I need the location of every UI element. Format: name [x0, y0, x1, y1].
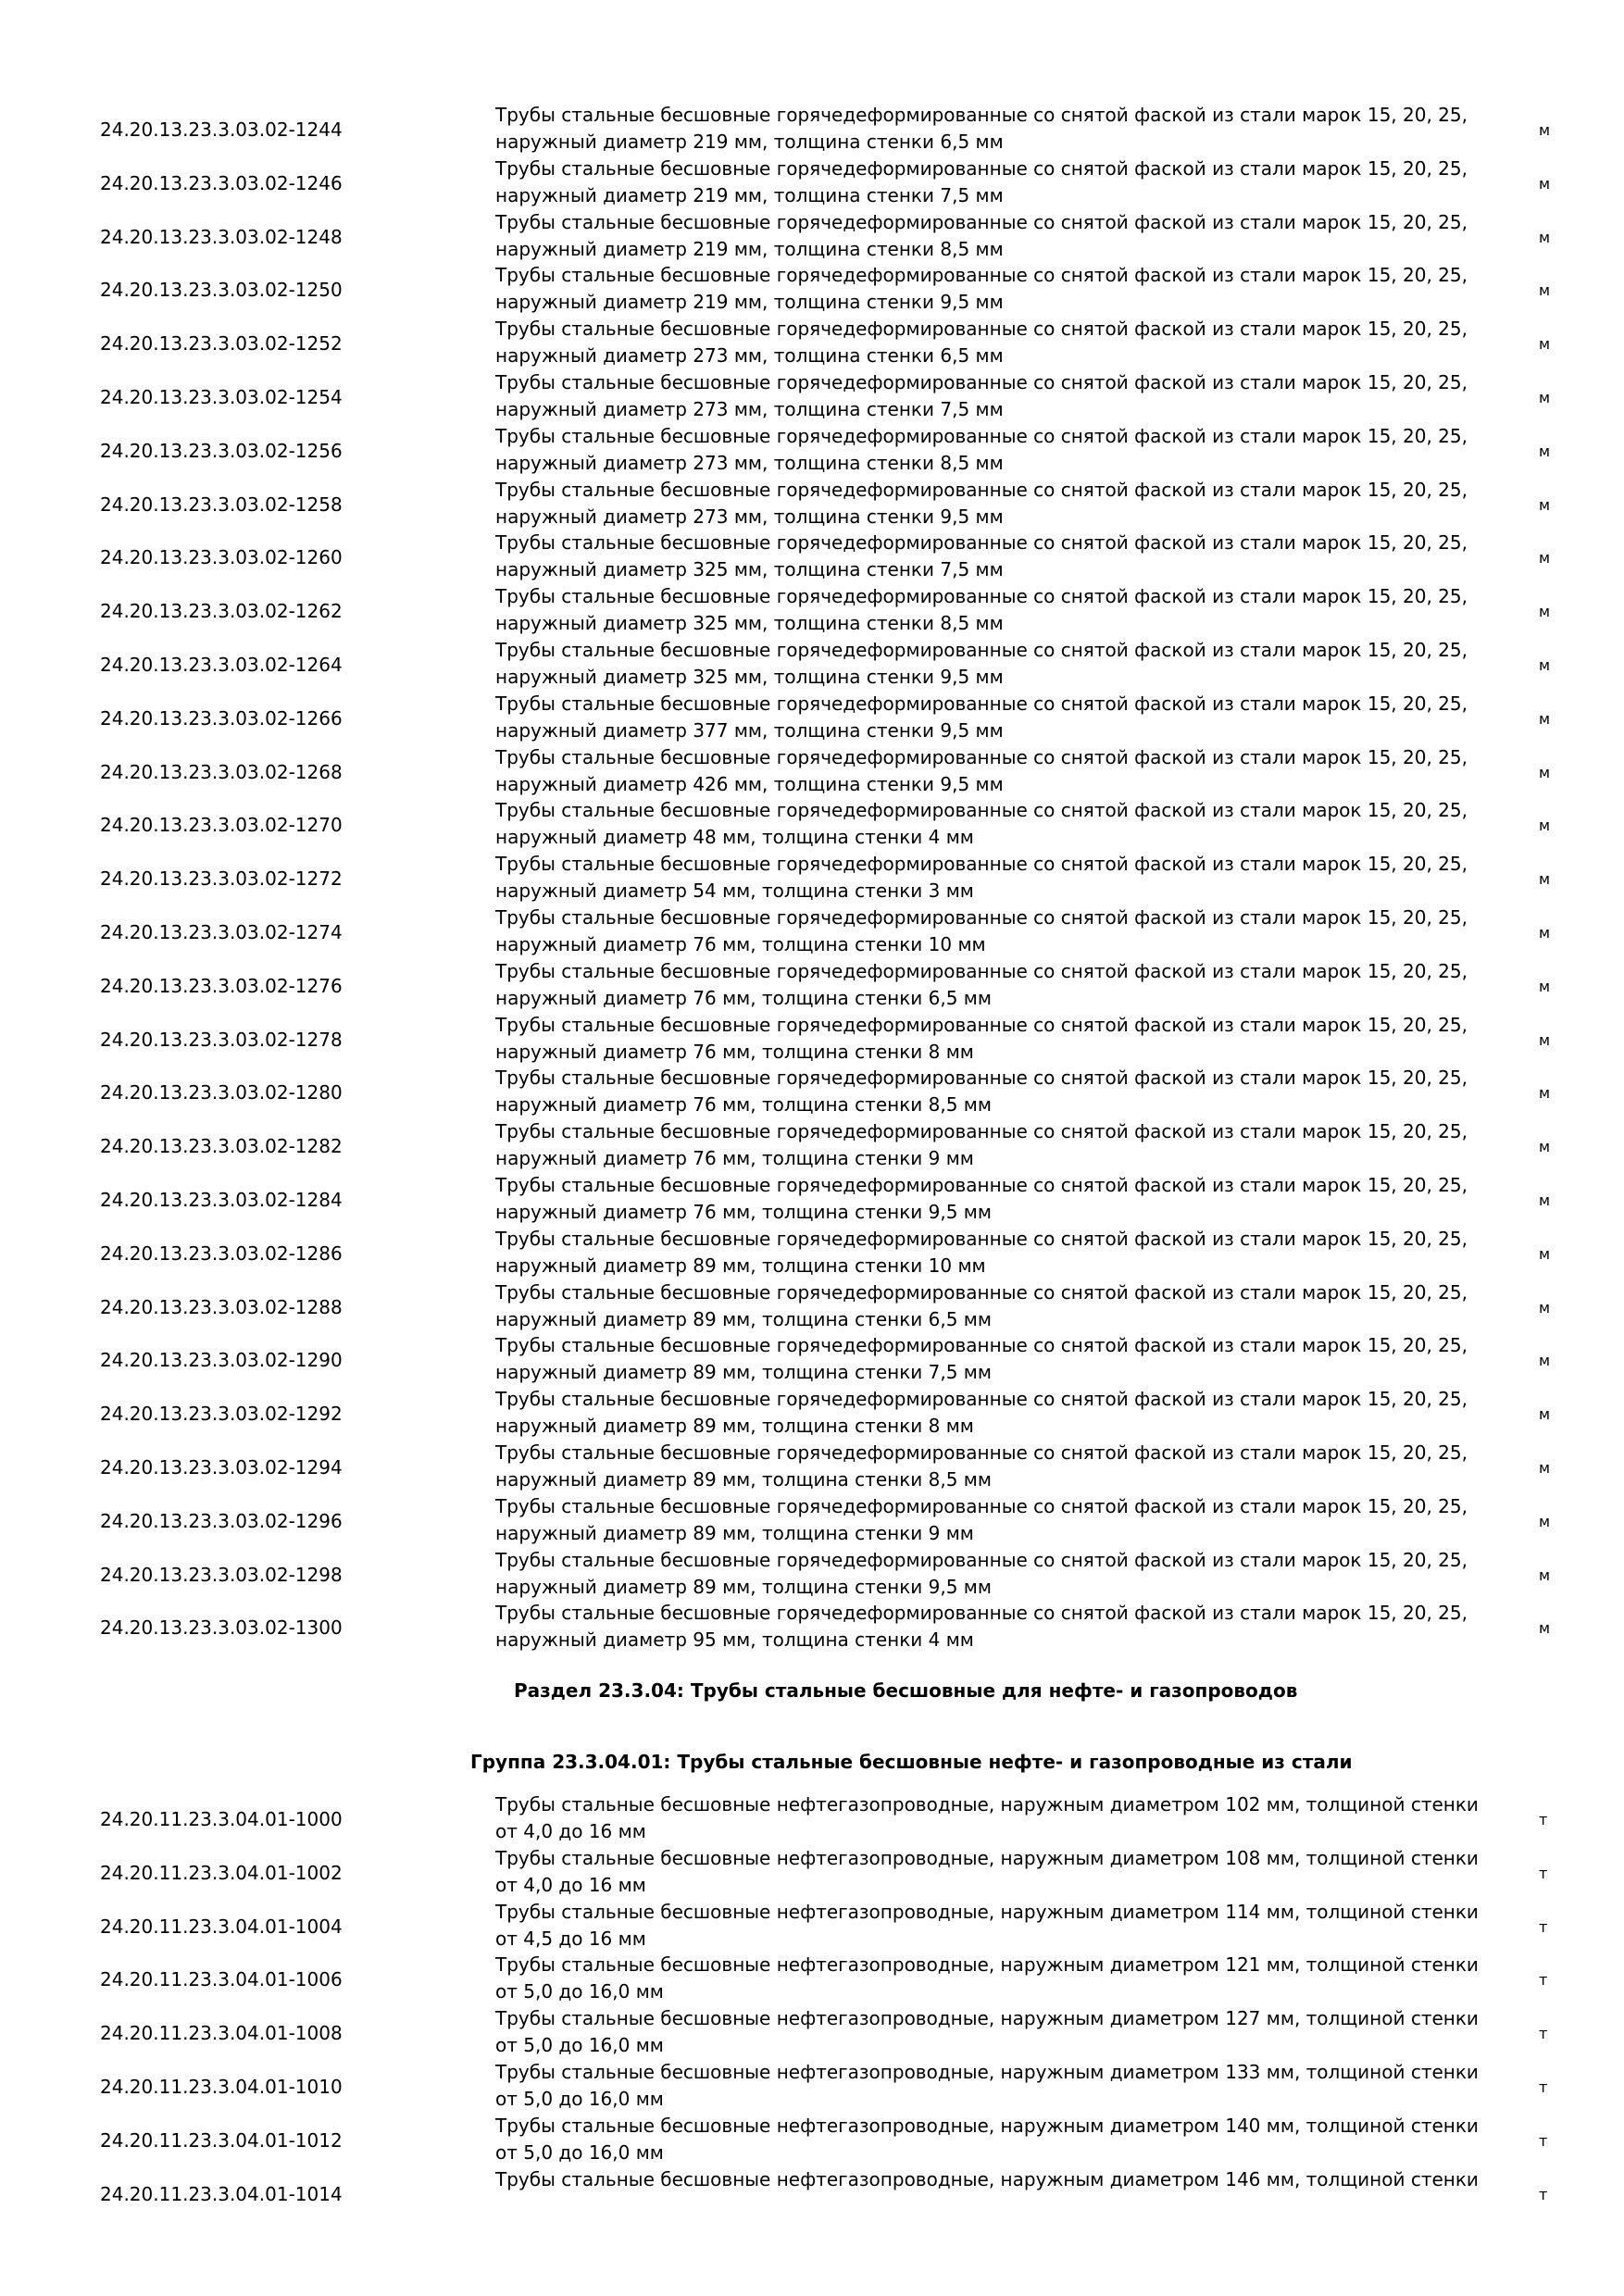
resource-code: 24.20.11.23.3.04.01-1014: [100, 2182, 343, 2205]
resource-description: [495, 1845, 1479, 1899]
description-line-2: от 5,0 до 16,0 мм: [495, 2034, 664, 2057]
table-row: [0, 1440, 1624, 1493]
description-line-1: Трубы стальные бесшовные горячедеформированные со снятой фаской из стали марок 15, 20, 25,: [495, 264, 1468, 287]
resource-description: [495, 262, 1468, 316]
resource-code: 24.20.13.23.3.03.02-1298: [100, 1563, 343, 1586]
resource-code: 24.20.13.23.3.03.02-1266: [100, 706, 343, 730]
description-line-2: наружный диаметр 273 мм, толщина стенки 6,5 мм: [495, 344, 1004, 368]
unit-of-measure: м: [1539, 1352, 1551, 1370]
description-line-2: наружный диаметр 219 мм, толщина стенки 7,5 мм: [495, 183, 1004, 206]
unit-of-measure: т: [1539, 2185, 1548, 2203]
unit-of-measure: м: [1539, 1030, 1551, 1049]
description-line-2: наружный диаметр 89 мм, толщина стенки 8 мм: [495, 1415, 974, 1438]
resource-code: 24.20.13.23.3.03.02-1276: [100, 974, 343, 997]
table-row: [0, 905, 1624, 958]
description-line-1: Трубы стальные бесшовные горячедеформированные со снятой фаской из стали марок 15, 20, 25,: [495, 1494, 1468, 1517]
table-row: [0, 797, 1624, 851]
description-line-2: наружный диаметр 89 мм, толщина стенки 7,5 мм: [495, 1361, 992, 1384]
description-line-1: Трубы стальные бесшовные горячедеформированные со снятой фаской из стали марок 15, 20, 25,: [495, 104, 1468, 126]
table-row: [0, 156, 1624, 209]
description-line-1: Трубы стальные бесшовные горячедеформированные со снятой фаской из стали марок 15, 20, 25,: [495, 1227, 1468, 1250]
description-line-2: наружный диаметр 325 мм, толщина стенки 7,5 мм: [495, 558, 1004, 581]
resource-code: 24.20.13.23.3.03.02-1280: [100, 1081, 343, 1104]
resource-description: [495, 477, 1468, 530]
table-row: [0, 1226, 1624, 1279]
table-row: [0, 744, 1624, 798]
description-line-2: наружный диаметр 89 мм, толщина стенки 10 мм: [495, 1254, 986, 1277]
unit-of-measure: т: [1539, 2025, 1548, 2043]
description-line-1: Трубы стальные бесшовные горячедеформированные со снятой фаской из стали марок 15, 20, 25,: [495, 906, 1468, 929]
resource-code: 24.20.13.23.3.03.02-1252: [100, 332, 343, 356]
resource-code: 24.20.13.23.3.03.02-1286: [100, 1242, 343, 1265]
resource-description: [495, 1226, 1468, 1279]
description-line-2: от 4,0 до 16 мм: [495, 1820, 646, 1842]
table-row: [0, 2059, 1624, 2113]
table-row: [0, 2113, 1624, 2166]
description-line-1: Трубы стальные бесшовные горячедеформированные со снятой фаской из стали марок 15, 20, 25,: [495, 1067, 1468, 1090]
unit-of-measure: м: [1539, 1619, 1551, 1638]
group-number: Группа 23.3.04.01:: [470, 1751, 671, 1773]
description-line-1: Трубы стальные бесшовные горячедеформированные со снятой фаской из стали марок 15, 20, 25,: [495, 478, 1468, 501]
description-line-1: Трубы стальные бесшовные горячедеформированные со снятой фаской из стали марок 15, 20, 25,: [495, 1280, 1468, 1304]
table-row: [0, 1547, 1624, 1601]
resource-code: 24.20.13.23.3.03.02-1254: [100, 386, 343, 408]
description-line-2: от 4,0 до 16 мм: [495, 1873, 646, 1896]
resource-description: [495, 1899, 1479, 1953]
unit-of-measure: м: [1539, 1512, 1551, 1530]
description-line-1: Трубы стальные бесшовные нефтегазопроводные, наружным диаметром 146 мм, толщиной стенки: [495, 2167, 1479, 2190]
unit-of-measure: м: [1539, 335, 1551, 354]
table-row: [0, 691, 1624, 744]
description-line-2: наружный диаметр 89 мм, толщина стенки 9 мм: [495, 1521, 974, 1544]
resource-code: 24.20.13.23.3.03.02-1288: [100, 1295, 343, 1318]
resource-description: [495, 851, 1468, 905]
resource-description: [495, 209, 1468, 263]
unit-of-measure: м: [1539, 1138, 1551, 1156]
resource-code: 24.20.11.23.3.04.01-1000: [100, 1808, 343, 1830]
unit-of-measure: т: [1539, 2131, 1548, 2150]
table-row: [0, 1899, 1624, 1953]
table-row: [0, 1952, 1624, 2005]
table-row: [0, 530, 1624, 583]
description-line-2: от 4,5 до 16 мм: [495, 1927, 646, 1950]
description-line-1: Трубы стальные бесшовные горячедеформированные со снятой фаской из стали марок 15, 20, 25,: [495, 1334, 1468, 1357]
resource-description: [495, 2005, 1479, 2059]
unit-of-measure: м: [1539, 442, 1551, 460]
description-line-1: Трубы стальные бесшовные горячедеформированные со снятой фаской из стали марок 15, 20, 25,: [495, 853, 1468, 876]
description-line-1: Трубы стальные бесшовные горячедеформированные со снятой фаской из стали марок 15, 20, 25,: [495, 1602, 1468, 1625]
unit-of-measure: м: [1539, 1405, 1551, 1424]
description-line-2: наружный диаметр 89 мм, толщина стенки 8,5 мм: [495, 1468, 992, 1491]
resource-description: [495, 1386, 1468, 1440]
table-row: [0, 1493, 1624, 1547]
resource-description: [495, 156, 1468, 209]
description-line-2: наружный диаметр 89 мм, толщина стенки 9,5 мм: [495, 1575, 992, 1598]
resource-description: [495, 316, 1468, 369]
resource-description: [495, 1172, 1468, 1226]
unit-of-measure: м: [1539, 656, 1551, 674]
description-line-1: Трубы стальные бесшовные горячедеформированные со снятой фаской из стали марок 15, 20, 25,: [495, 745, 1468, 768]
description-line-2: наружный диаметр 273 мм, толщина стенки 9,5 мм: [495, 505, 1004, 528]
resource-description: [495, 2059, 1479, 2113]
description-line-1: Трубы стальные бесшовные горячедеформированные со снятой фаской из стали марок 15, 20, 25,: [495, 1120, 1468, 1143]
group-title: Трубы стальные бесшовные нефте- и газопроводные из стали: [677, 1751, 1353, 1773]
resource-code: 24.20.11.23.3.04.01-1004: [100, 1915, 343, 1938]
description-line-1: Трубы стальные бесшовные нефтегазопроводные, наружным диаметром 121 мм, толщиной стенки: [495, 1953, 1479, 1977]
resource-description: [495, 691, 1468, 744]
description-line-1: Трубы стальные бесшовные горячедеформированные со снятой фаской из стали марок 15, 20, 25,: [495, 692, 1468, 715]
table-row: [0, 851, 1624, 905]
resource-description: [495, 905, 1468, 958]
resource-description: [495, 1440, 1468, 1493]
resource-code: 24.20.13.23.3.03.02-1290: [100, 1349, 343, 1372]
resource-code: 24.20.13.23.3.03.02-1278: [100, 1028, 343, 1051]
unit-of-measure: м: [1539, 121, 1551, 139]
resource-code: 24.20.11.23.3.04.01-1012: [100, 2128, 343, 2152]
resource-code: 24.20.13.23.3.03.02-1282: [100, 1135, 343, 1158]
resource-description: [495, 1279, 1468, 1333]
resource-code: 24.20.13.23.3.03.02-1296: [100, 1509, 343, 1532]
description-line-1: Трубы стальные бесшовные горячедеформированные со снятой фаской из стали марок 15, 20, 25,: [495, 531, 1468, 555]
resource-description: [495, 1493, 1468, 1547]
description-line-2: наружный диаметр 48 мм, толщина стенки 4 мм: [495, 826, 974, 849]
unit-of-measure: м: [1539, 549, 1551, 568]
resource-code: 24.20.13.23.3.03.02-1300: [100, 1616, 343, 1640]
resource-code: 24.20.13.23.3.03.02-1270: [100, 814, 343, 837]
resource-description: [495, 1952, 1479, 2005]
resource-code: 24.20.13.23.3.03.02-1260: [100, 546, 343, 569]
unit-of-measure: м: [1539, 763, 1551, 781]
resource-description: [495, 1547, 1468, 1601]
resource-description: [495, 797, 1468, 851]
table-row: [0, 637, 1624, 691]
resource-code: 24.20.11.23.3.04.01-1010: [100, 2076, 343, 2098]
table-row: [0, 1386, 1624, 1440]
table-row: [0, 316, 1624, 369]
description-line-1: Трубы стальные бесшовные горячедеформированные со снятой фаской из стали марок 15, 20, 25,: [495, 1548, 1468, 1571]
unit-of-measure: м: [1539, 389, 1551, 406]
description-line-2: наружный диаметр 426 мм, толщина стенки 9,5 мм: [495, 772, 1004, 795]
table-row: [0, 1172, 1624, 1226]
resource-code: 24.20.11.23.3.04.01-1006: [100, 1968, 343, 1991]
description-line-2: от 5,0 до 16,0 мм: [495, 1980, 664, 2003]
resource-code: 24.20.13.23.3.03.02-1250: [100, 279, 343, 302]
unit-of-measure: м: [1539, 281, 1551, 300]
description-line-2: наружный диаметр 273 мм, толщина стенки 8,5 мм: [495, 451, 1004, 474]
unit-of-measure: м: [1539, 495, 1551, 514]
unit-of-measure: м: [1539, 1192, 1551, 1209]
resource-code: 24.20.13.23.3.03.02-1294: [100, 1456, 343, 1479]
description-line-1: Трубы стальные бесшовные горячедеформированные со снятой фаской из стали марок 15, 20, 25,: [495, 371, 1468, 393]
unit-of-measure: м: [1539, 924, 1551, 942]
resource-description: [495, 1012, 1468, 1066]
unit-of-measure: м: [1539, 174, 1551, 193]
description-line-2: наружный диаметр 76 мм, толщина стенки 10 мм: [495, 933, 986, 955]
unit-of-measure: м: [1539, 603, 1551, 621]
unit-of-measure: т: [1539, 2078, 1548, 2096]
description-line-1: Трубы стальные бесшовные горячедеформированные со снятой фаской из стали марок 15, 20, 25,: [495, 1013, 1468, 1036]
table-row: [0, 1118, 1624, 1172]
description-line-2: наружный диаметр 54 мм, толщина стенки 3 мм: [495, 880, 974, 903]
resource-description: [495, 637, 1468, 691]
unit-of-measure: м: [1539, 1244, 1551, 1263]
description-line-1: Трубы стальные бесшовные горячедеформированные со снятой фаской из стали марок 15, 20, 25,: [495, 1441, 1468, 1464]
description-line-1: Трубы стальные бесшовные горячедеформированные со снятой фаской из стали марок 15, 20, 25,: [495, 1388, 1468, 1411]
description-line-1: Трубы стальные бесшовные горячедеформированные со снятой фаской из стали марок 15, 20, 25,: [495, 318, 1468, 341]
unit-of-measure: м: [1539, 817, 1551, 835]
table-row: [0, 1845, 1624, 1899]
unit-of-measure: м: [1539, 1459, 1551, 1477]
description-line-2: наружный диаметр 95 мм, толщина стенки 4 мм: [495, 1628, 974, 1652]
table-row: [0, 1012, 1624, 1066]
description-line-1: Трубы стальные бесшовные горячедеформированные со снятой фаской из стали марок 15, 20, 25,: [495, 639, 1468, 661]
description-line-1: Трубы стальные бесшовные горячедеформированные со снятой фаской из стали марок 15, 20, 25,: [495, 156, 1468, 180]
description-line-2: от 5,0 до 16,0 мм: [495, 2140, 664, 2164]
section-number: Раздел 23.3.04:: [514, 1679, 684, 1702]
table-row: [0, 1065, 1624, 1118]
table-row: [0, 1279, 1624, 1333]
resource-description: [495, 1791, 1479, 1845]
description-line-2: наружный диаметр 89 мм, толщина стенки 6,5 мм: [495, 1307, 992, 1330]
table-row: [0, 209, 1624, 263]
description-line-1: Трубы стальные бесшовные горячедеформированные со снятой фаской из стали марок 15, 20, 25,: [495, 799, 1468, 822]
section-title: Трубы стальные бесшовные для нефте- и газопроводов: [690, 1679, 1298, 1702]
resource-description: [495, 583, 1468, 637]
description-line-2: наружный диаметр 76 мм, толщина стенки 6,5 мм: [495, 986, 992, 1009]
unit-of-measure: м: [1539, 228, 1551, 246]
unit-of-measure: м: [1539, 709, 1551, 728]
resource-description: [495, 369, 1468, 423]
resource-description: [495, 2166, 1479, 2193]
resource-description: [495, 102, 1468, 156]
resource-description: [495, 958, 1468, 1012]
resource-code: 24.20.13.23.3.03.02-1268: [100, 760, 343, 783]
description-line-1: Трубы стальные бесшовные нефтегазопроводные, наружным диаметром 133 мм, толщиной стенки: [495, 2061, 1479, 2083]
table-row: [0, 583, 1624, 637]
description-line-1: Трубы стальные бесшовные горячедеформированные со снятой фаской из стали марок 15, 20, 25,: [495, 1174, 1468, 1196]
table-row: [0, 1332, 1624, 1386]
group-heading: [470, 1749, 1353, 1775]
description-line-1: Трубы стальные бесшовные горячедеформированные со снятой фаской из стали марок 15, 20, 25,: [495, 210, 1468, 233]
description-line-2: наружный диаметр 219 мм, толщина стенки 8,5 мм: [495, 237, 1004, 260]
resource-code: 24.20.11.23.3.04.01-1002: [100, 1861, 343, 1884]
unit-of-measure: т: [1539, 1917, 1548, 1936]
table-row: [0, 2005, 1624, 2059]
description-line-2: наружный диаметр 219 мм, толщина стенки 9,5 мм: [495, 291, 1004, 314]
resource-code: 24.20.13.23.3.03.02-1292: [100, 1403, 343, 1426]
resource-code: 24.20.13.23.3.03.02-1264: [100, 654, 343, 676]
table-row: [0, 369, 1624, 423]
table-row: [0, 1791, 1624, 1845]
resource-code: 24.20.13.23.3.03.02-1244: [100, 119, 343, 141]
table-row: [0, 423, 1624, 477]
unit-of-measure: т: [1539, 1811, 1548, 1828]
description-line-1: Трубы стальные бесшовные горячедеформированные со снятой фаской из стали марок 15, 20, 25,: [495, 424, 1468, 447]
resource-description: [495, 1600, 1468, 1653]
resource-code: 24.20.11.23.3.04.01-1008: [100, 2022, 343, 2045]
description-line-2: наружный диаметр 325 мм, толщина стенки 9,5 мм: [495, 666, 1004, 688]
resource-description: [495, 744, 1468, 798]
description-line-2: от 5,0 до 16,0 мм: [495, 2088, 664, 2110]
resource-description: [495, 2113, 1479, 2166]
description-line-1: Трубы стальные бесшовные нефтегазопроводные, наружным диаметром 108 мм, толщиной стенки: [495, 1846, 1479, 1869]
table-row: [0, 1600, 1624, 1653]
resource-code: 24.20.13.23.3.03.02-1248: [100, 225, 343, 248]
description-line-2: наружный диаметр 219 мм, толщина стенки 6,5 мм: [495, 131, 1004, 153]
description-line-1: Трубы стальные бесшовные горячедеформированные со снятой фаской из стали марок 15, 20, 25,: [495, 959, 1468, 982]
unit-of-measure: м: [1539, 1566, 1551, 1584]
description-line-1: Трубы стальные бесшовные нефтегазопроводные, наружным диаметром 102 мм, толщиной стенки: [495, 1793, 1479, 1816]
unit-of-measure: м: [1539, 1298, 1551, 1316]
resource-description: [495, 1118, 1468, 1172]
resource-code: 24.20.13.23.3.03.02-1256: [100, 439, 343, 462]
unit-of-measure: м: [1539, 870, 1551, 889]
table-row: [0, 2166, 1624, 2220]
table-row: [0, 262, 1624, 316]
resource-description: [495, 1332, 1468, 1386]
unit-of-measure: м: [1539, 1084, 1551, 1103]
resource-code: 24.20.13.23.3.03.02-1262: [100, 600, 343, 623]
resource-code: 24.20.13.23.3.03.02-1246: [100, 171, 343, 194]
description-line-1: Трубы стальные бесшовные нефтегазопроводные, наружным диаметром 114 мм, толщиной стенки: [495, 1900, 1479, 1923]
description-line-2: наружный диаметр 76 мм, толщина стенки 9,5 мм: [495, 1201, 992, 1223]
description-line-1: Трубы стальные бесшовные нефтегазопроводные, наружным диаметром 127 мм, толщиной стенки: [495, 2007, 1479, 2030]
description-line-1: Трубы стальные бесшовные нефтегазопроводные, наружным диаметром 140 мм, толщиной стенки: [495, 2114, 1479, 2137]
description-line-1: Трубы стальные бесшовные горячедеформированные со снятой фаской из стали марок 15, 20, 25,: [495, 585, 1468, 608]
table-row: [0, 958, 1624, 1012]
description-line-2: наружный диаметр 76 мм, толщина стенки 8 мм: [495, 1040, 974, 1063]
unit-of-measure: т: [1539, 1971, 1548, 1990]
resource-code: 24.20.13.23.3.03.02-1272: [100, 867, 343, 891]
section-heading: [514, 1678, 1297, 1703]
resource-code: 24.20.13.23.3.03.02-1274: [100, 921, 343, 943]
table-row: [0, 477, 1624, 530]
description-line-2: наружный диаметр 377 мм, толщина стенки 9,5 мм: [495, 718, 1004, 742]
resource-code: 24.20.13.23.3.03.02-1284: [100, 1189, 343, 1211]
description-line-2: наружный диаметр 76 мм, толщина стенки 8,5 мм: [495, 1093, 992, 1117]
resource-description: [495, 1065, 1468, 1118]
unit-of-measure: м: [1539, 977, 1551, 995]
resource-description: [495, 530, 1468, 583]
unit-of-measure: т: [1539, 1864, 1548, 1882]
description-line-2: наружный диаметр 325 мм, толщина стенки 8,5 мм: [495, 612, 1004, 635]
description-line-2: наружный диаметр 273 мм, толщина стенки 7,5 мм: [495, 398, 1004, 420]
resource-description: [495, 423, 1468, 477]
resource-code: 24.20.13.23.3.03.02-1258: [100, 493, 343, 516]
table-row: [0, 102, 1624, 156]
description-line-2: наружный диаметр 76 мм, толщина стенки 9 мм: [495, 1147, 974, 1170]
